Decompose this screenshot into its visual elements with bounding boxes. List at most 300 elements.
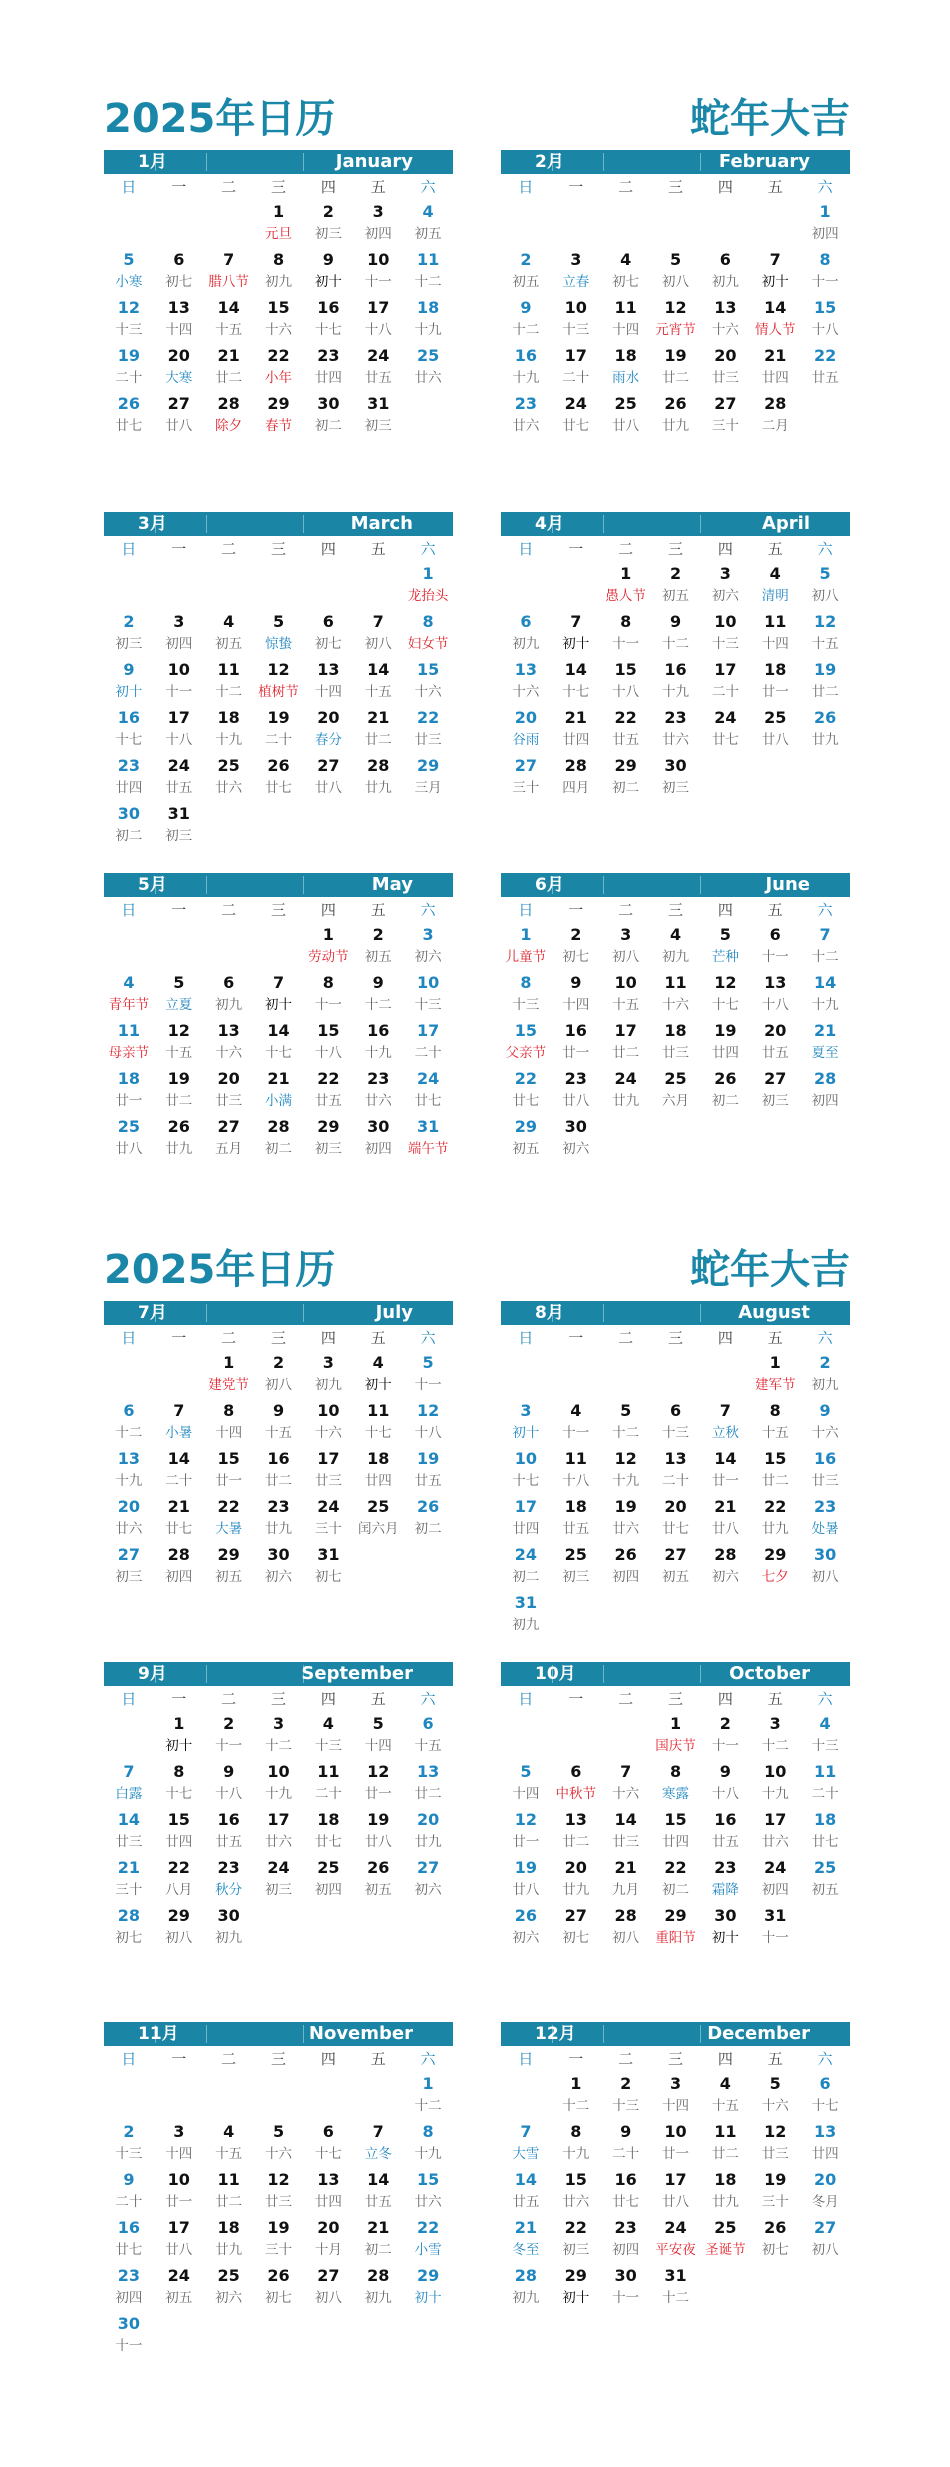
day-cell — [254, 970, 304, 1018]
day-cell — [204, 391, 254, 439]
lunar-label: 初八 — [662, 274, 689, 290]
lunar-label: 廿四 — [165, 1834, 193, 1850]
lunar-label: 廿三 — [265, 2194, 292, 2210]
day-cell — [800, 1494, 850, 1542]
lunar-label: 七夕 — [761, 1569, 789, 1585]
day-number: 7 — [620, 1762, 632, 1781]
day-cell — [104, 247, 154, 295]
day-number: 23 — [217, 1858, 240, 1877]
day-cell — [353, 1114, 403, 1162]
day-cell — [254, 1494, 304, 1542]
weekday-header: 三 — [271, 2050, 287, 2068]
day-cell — [601, 609, 651, 657]
day-cell — [104, 1494, 154, 1542]
lunar-label: 廿四 — [711, 1045, 739, 1061]
day-number: 23 — [317, 346, 340, 365]
lunar-label: 初六 — [265, 1569, 292, 1585]
day-number: 5 — [819, 564, 831, 583]
day-number: 8 — [669, 1762, 682, 1781]
day-number: 8 — [173, 1762, 185, 1781]
lunar-label: 四月 — [562, 780, 590, 796]
day-cell — [800, 1711, 850, 1759]
lunar-label: 廿七 — [265, 780, 292, 796]
month-header-bar — [501, 1301, 850, 1326]
lunar-label: 廿六 — [215, 780, 243, 796]
day-number: 24 — [267, 1858, 290, 1877]
day-cell — [254, 1542, 304, 1590]
lunar-label: 初九 — [364, 2290, 392, 2306]
day-cell — [303, 1542, 353, 1590]
day-number: 22 — [317, 1069, 340, 1088]
day-cell — [750, 561, 800, 609]
lunar-label: 廿二 — [612, 1045, 640, 1061]
day-cell — [601, 705, 651, 753]
lunar-label: 廿七 — [562, 418, 590, 434]
day-cell — [700, 2071, 750, 2119]
day-number: 6 — [769, 925, 781, 944]
lunar-label: 龙抬头 — [407, 588, 449, 604]
day-cell — [154, 2167, 204, 2215]
lunar-label: 廿一 — [562, 1045, 590, 1061]
day-number: 26 — [614, 1545, 637, 1564]
header-divider — [700, 515, 701, 533]
day-grid — [501, 1326, 850, 1638]
lunar-label: 劳动节 — [308, 949, 349, 965]
weekday-header: 四 — [717, 901, 733, 919]
day-cell — [800, 1018, 850, 1066]
lunar-label: 十三 — [115, 322, 143, 338]
lunar-label: 十八 — [612, 684, 640, 700]
lunar-label: 廿六 — [265, 1834, 292, 1850]
day-number: 3 — [669, 2074, 682, 2093]
lunar-label: 初八 — [612, 949, 640, 965]
weekday-header: 四 — [320, 1690, 336, 1708]
day-number: 20 — [514, 708, 538, 727]
weekday-header: 五 — [767, 2050, 783, 2068]
day-number: 18 — [664, 1021, 687, 1040]
day-cell — [353, 247, 403, 295]
weekday-header: 日 — [518, 1329, 534, 1347]
day-number: 27 — [564, 1906, 587, 1925]
lunar-label: 十七 — [314, 322, 342, 338]
lunar-label: 小寒 — [115, 274, 143, 290]
day-cell — [303, 1350, 353, 1398]
lunar-label: 十三 — [562, 322, 590, 338]
day-cell — [601, 2167, 651, 2215]
day-cell — [303, 705, 353, 753]
day-cell — [700, 1066, 750, 1114]
header-divider — [603, 153, 604, 171]
empty-cell — [303, 2071, 353, 2119]
day-cell — [700, 1903, 750, 1951]
day-number: 4 — [372, 1353, 384, 1372]
day-cell — [551, 657, 601, 705]
day-number: 15 — [664, 1810, 687, 1829]
day-number: 27 — [813, 2218, 837, 2237]
weekday-header: 一 — [568, 178, 584, 196]
lunar-label: 廿二 — [265, 1473, 292, 1489]
day-number: 7 — [719, 1401, 731, 1420]
day-cell — [353, 922, 403, 970]
lunar-label: 廿七 — [512, 1093, 540, 1109]
lunar-label: 二十 — [165, 1473, 193, 1489]
lunar-label: 端午节 — [407, 1141, 449, 1157]
header-divider — [206, 1304, 207, 1322]
header-divider — [303, 1304, 304, 1322]
header-divider — [700, 153, 701, 171]
lunar-label: 初十 — [512, 1425, 540, 1441]
month-label-en: June — [765, 874, 810, 895]
page-title: 2025年日历 — [104, 96, 336, 142]
day-number: 26 — [714, 1069, 737, 1088]
weekday-header: 一 — [568, 1329, 584, 1347]
lunar-label: 廿一 — [512, 1834, 540, 1850]
weekday-header: 二 — [618, 1329, 634, 1347]
day-number: 13 — [813, 2122, 837, 2141]
empty-cell — [204, 199, 254, 247]
day-cell — [501, 1066, 551, 1114]
day-cell — [254, 1807, 304, 1855]
day-cell — [303, 295, 353, 343]
lunar-label: 三月 — [414, 780, 442, 796]
header-divider — [603, 1665, 604, 1683]
day-cell — [551, 1114, 601, 1162]
empty-cell — [204, 561, 254, 609]
lunar-label: 立春 — [562, 274, 590, 290]
lunar-label: 初三 — [115, 1569, 143, 1585]
day-cell — [204, 1759, 254, 1807]
month-header-bar — [501, 150, 850, 175]
day-number: 25 — [217, 2266, 240, 2285]
month-label-en: March — [350, 513, 413, 534]
lunar-label: 初三 — [364, 418, 392, 434]
day-cell — [501, 609, 551, 657]
day-number: 28 — [267, 1117, 290, 1136]
day-number: 16 — [217, 1810, 240, 1829]
day-cell — [154, 391, 204, 439]
day-cell — [154, 1855, 204, 1903]
day-number: 10 — [267, 1762, 290, 1781]
lunar-label: 十七 — [512, 1473, 540, 1489]
day-cell — [303, 1807, 353, 1855]
day-cell — [403, 1398, 453, 1446]
lunar-label: 初七 — [612, 274, 640, 290]
day-number: 9 — [322, 250, 334, 269]
lunar-label: 春分 — [314, 732, 342, 748]
day-cell — [204, 1350, 254, 1398]
day-number: 8 — [620, 612, 632, 631]
month-label-cn: 5月 — [138, 875, 167, 895]
day-number: 1 — [173, 1714, 185, 1733]
day-cell — [800, 2119, 850, 2167]
day-cell — [601, 1018, 651, 1066]
lunar-label: 廿九 — [414, 1834, 442, 1850]
day-cell — [254, 1446, 304, 1494]
day-grid — [104, 175, 453, 439]
weekday-header: 二 — [618, 2050, 634, 2068]
day-cell — [403, 1759, 453, 1807]
day-cell — [353, 705, 403, 753]
lunar-label: 十四 — [761, 636, 789, 652]
lunar-label: 夏至 — [811, 1045, 839, 1061]
header-divider — [603, 515, 604, 533]
weekday-header: 六 — [817, 901, 833, 919]
day-number: 22 — [664, 1858, 687, 1877]
day-number: 15 — [764, 1449, 787, 1468]
day-cell — [403, 2167, 453, 2215]
day-number: 3 — [173, 2122, 185, 2141]
day-cell — [403, 2215, 453, 2263]
lunar-label: 雨水 — [612, 370, 640, 386]
day-cell — [353, 2167, 403, 2215]
day-number: 21 — [267, 1069, 290, 1088]
lunar-label: 闰六月 — [357, 1521, 399, 1537]
month-label-en: December — [707, 2023, 810, 2044]
day-cell — [303, 970, 353, 1018]
weekday-header: 五 — [767, 1690, 783, 1708]
weekday-header: 三 — [271, 178, 287, 196]
day-number: 8 — [223, 1401, 235, 1420]
lunar-label: 廿九 — [265, 1521, 292, 1537]
day-cell — [154, 753, 204, 801]
lunar-label: 十四 — [165, 322, 193, 338]
day-number: 23 — [117, 2266, 141, 2285]
lunar-label: 十二 — [414, 2098, 442, 2114]
day-number: 15 — [614, 660, 637, 679]
lunar-label: 十一 — [165, 684, 193, 700]
header-divider — [303, 2025, 304, 2043]
day-number: 12 — [714, 973, 737, 992]
day-cell — [204, 609, 254, 657]
day-cell — [104, 753, 154, 801]
lunar-label: 十九 — [562, 2146, 590, 2162]
day-number: 10 — [416, 973, 440, 992]
lunar-label: 立夏 — [165, 997, 193, 1013]
lunar-label: 初十 — [562, 2290, 590, 2306]
day-number: 9 — [719, 1762, 731, 1781]
day-cell — [154, 343, 204, 391]
day-number: 7 — [819, 925, 831, 944]
lunar-label: 十四 — [364, 1738, 392, 1754]
day-cell — [104, 1114, 154, 1162]
day-number: 17 — [664, 2170, 687, 2189]
weekday-header: 日 — [518, 2050, 534, 2068]
lunar-label: 儿童节 — [505, 949, 547, 965]
day-number: 15 — [317, 1021, 340, 1040]
day-cell — [104, 1018, 154, 1066]
lunar-label: 廿五 — [711, 1834, 739, 1850]
day-cell — [551, 391, 601, 439]
lunar-label: 初四 — [612, 1569, 640, 1585]
lunar-label: 十一 — [612, 2290, 640, 2306]
month-header-bar — [104, 512, 453, 537]
day-cell — [700, 391, 750, 439]
day-cell — [303, 199, 353, 247]
day-cell — [353, 391, 403, 439]
weekday-header: 四 — [320, 901, 336, 919]
day-cell — [800, 657, 850, 705]
day-number: 19 — [764, 2170, 787, 2189]
day-number: 21 — [764, 346, 787, 365]
lunar-label: 十五 — [364, 684, 392, 700]
day-cell — [800, 2071, 850, 2119]
day-cell — [254, 1711, 304, 1759]
month-label-en: February — [718, 151, 810, 172]
lunar-label: 十九 — [414, 2146, 442, 2162]
empty-cell — [700, 199, 750, 247]
day-number: 1 — [819, 202, 831, 221]
lunar-label: 初三 — [314, 226, 342, 242]
day-cell — [601, 1807, 651, 1855]
day-cell — [800, 1807, 850, 1855]
day-number: 15 — [167, 1810, 190, 1829]
day-cell — [104, 1446, 154, 1494]
lunar-label: 小满 — [265, 1093, 292, 1109]
month-label-cn: 9月 — [138, 1664, 167, 1684]
day-number: 15 — [813, 298, 837, 317]
day-number: 27 — [317, 2266, 340, 2285]
day-number: 4 — [819, 1714, 831, 1733]
day-number: 12 — [416, 1401, 440, 1420]
day-cell — [303, 1759, 353, 1807]
lunar-label: 廿一 — [364, 1786, 392, 1802]
day-cell — [501, 1018, 551, 1066]
lunar-label: 十四 — [215, 1425, 243, 1441]
day-number: 11 — [367, 1401, 390, 1420]
calendar-page-1-header — [104, 93, 850, 145]
empty-cell — [154, 1350, 204, 1398]
day-number: 2 — [570, 925, 582, 944]
day-number: 14 — [813, 973, 837, 992]
day-cell — [204, 657, 254, 705]
lunar-label: 十三 — [811, 1738, 839, 1754]
day-number: 1 — [669, 1714, 682, 1733]
day-cell — [254, 2263, 304, 2311]
day-number: 6 — [570, 1762, 582, 1781]
day-cell — [551, 1018, 601, 1066]
empty-cell — [551, 1711, 601, 1759]
day-cell — [551, 1903, 601, 1951]
lunar-label: 寒露 — [662, 1786, 689, 1802]
day-cell — [651, 970, 701, 1018]
weekday-header: 一 — [171, 1329, 187, 1347]
day-cell — [403, 657, 453, 705]
day-number: 24 — [167, 756, 190, 775]
lunar-label: 廿六 — [562, 2194, 590, 2210]
day-number: 27 — [664, 1545, 687, 1564]
month-header-bar — [104, 873, 453, 898]
day-number: 14 — [117, 1810, 141, 1829]
day-cell — [154, 247, 204, 295]
lunar-label: 初五 — [364, 1882, 392, 1898]
day-number: 10 — [167, 2170, 190, 2189]
day-number: 2 — [272, 1353, 285, 1372]
day-number: 18 — [614, 346, 637, 365]
day-number: 25 — [416, 346, 440, 365]
day-number: 11 — [764, 612, 787, 631]
lunar-label: 十七 — [265, 1045, 292, 1061]
day-cell — [800, 1350, 850, 1398]
day-number: 24 — [317, 1497, 340, 1516]
day-number: 11 — [217, 2170, 240, 2189]
day-grid — [501, 175, 850, 439]
lunar-label: 十六 — [811, 1425, 839, 1441]
weekday-header: 日 — [121, 1329, 137, 1347]
lunar-label: 廿二 — [761, 1473, 789, 1489]
day-number: 14 — [614, 1810, 637, 1829]
day-number: 13 — [217, 1021, 240, 1040]
lunar-label: 十六 — [314, 1425, 342, 1441]
day-number: 29 — [217, 1545, 240, 1564]
day-number: 21 — [117, 1858, 141, 1877]
day-cell — [601, 2215, 651, 2263]
lunar-label: 十九 — [115, 1473, 143, 1489]
day-number: 23 — [614, 2218, 637, 2237]
day-cell — [700, 1398, 750, 1446]
day-cell — [104, 295, 154, 343]
day-number: 1 — [322, 925, 334, 944]
day-number: 27 — [514, 756, 538, 775]
day-number: 21 — [167, 1497, 190, 1516]
day-number: 20 — [167, 346, 190, 365]
day-number: 15 — [514, 1021, 538, 1040]
lunar-label: 三十 — [115, 1882, 143, 1898]
day-number: 14 — [167, 1449, 190, 1468]
month-10 — [501, 1662, 850, 1951]
lunar-label: 十八 — [811, 322, 839, 338]
lunar-label: 廿八 — [165, 418, 193, 434]
lunar-label: 十九 — [612, 1473, 640, 1489]
weekday-header: 六 — [817, 1690, 833, 1708]
day-number: 5 — [123, 250, 135, 269]
day-number: 2 — [223, 1714, 235, 1733]
day-number: 3 — [570, 250, 582, 269]
lunar-label: 廿五 — [512, 2194, 540, 2210]
day-cell — [501, 1590, 551, 1638]
lunar-label: 廿六 — [612, 1521, 640, 1537]
lunar-label: 廿六 — [115, 1521, 143, 1537]
day-cell — [750, 1398, 800, 1446]
page-slogan: 蛇年大吉 — [690, 1247, 850, 1293]
header-divider — [700, 2025, 701, 2043]
lunar-label: 初二 — [265, 1141, 292, 1157]
day-number: 17 — [564, 346, 587, 365]
empty-cell — [601, 199, 651, 247]
empty-cell — [601, 1711, 651, 1759]
lunar-label: 十一 — [711, 1738, 739, 1754]
day-number: 5 — [272, 2122, 285, 2141]
day-number: 13 — [317, 660, 340, 679]
lunar-label: 初五 — [414, 226, 442, 242]
day-number: 19 — [117, 346, 141, 365]
page-slogan: 蛇年大吉 — [690, 96, 850, 142]
day-cell — [353, 1350, 403, 1398]
day-number: 12 — [614, 1449, 637, 1468]
day-cell — [551, 1446, 601, 1494]
day-number: 2 — [819, 1353, 831, 1372]
day-cell — [403, 1807, 453, 1855]
lunar-label: 十六 — [414, 684, 442, 700]
weekday-header: 二 — [618, 540, 634, 558]
day-number: 28 — [367, 756, 390, 775]
weekday-header: 三 — [271, 1690, 287, 1708]
day-cell — [651, 295, 701, 343]
empty-cell — [551, 1350, 601, 1398]
lunar-label: 三十 — [265, 2242, 292, 2258]
weekday-header: 三 — [271, 1329, 287, 1347]
lunar-label: 廿七 — [414, 1093, 442, 1109]
weekday-header: 二 — [221, 540, 237, 558]
